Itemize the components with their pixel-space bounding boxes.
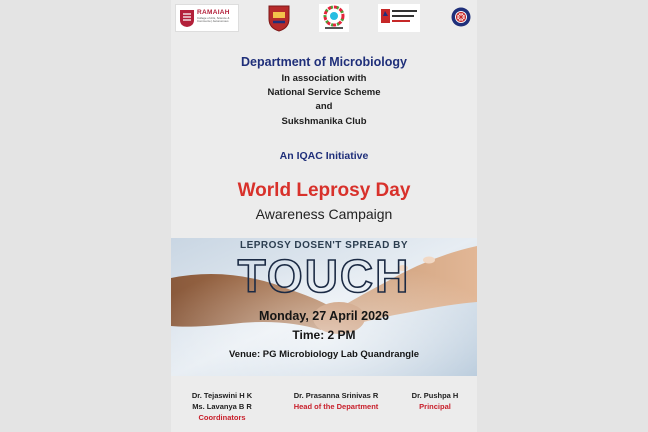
coordinator-role: Coordinators: [198, 413, 246, 422]
event-subtitle: Awareness Campaign: [255, 206, 393, 222]
event-venue: Venue: PG Microbiology Lab Quandrangle: [228, 349, 420, 360]
event-poster: [171, 0, 477, 432]
college-crest-icon: [267, 4, 291, 32]
ramaiah-shield-icon: [179, 9, 195, 28]
sdg-wheel-icon: [319, 4, 349, 32]
ramaiah-logo: [175, 4, 239, 32]
department-title: Department of Microbiology: [241, 55, 407, 69]
touch-tagline: LEPROSY DOSEN'T SPREAD BY: [239, 240, 409, 251]
iqac-initiative: An IQAC Initiative: [279, 150, 369, 162]
hod-role: Head of the Department: [293, 402, 379, 411]
association-text: In association with: [281, 73, 367, 84]
touch-headline: TOUCH: [237, 250, 411, 302]
ramaiah-logo-subtitle: College of Arts, Science & Commerce | Autonomous: [197, 16, 230, 24]
principal-name: Dr. Pushpa H: [411, 391, 459, 400]
principal-role: Principal: [419, 402, 451, 411]
coordinators-signature: [177, 390, 267, 423]
hod-signature: [281, 390, 391, 412]
nss-name: National Service Scheme: [267, 87, 381, 98]
coordinator-name: Ms. Lavanya B R: [192, 402, 252, 411]
coordinator-name: Dr. Tejaswini H K: [191, 391, 253, 400]
and-text: and: [315, 101, 333, 112]
nss-logo-icon: [378, 4, 420, 32]
club-name: Sukshmanika Club: [281, 116, 367, 127]
event-date: Monday, 27 April 2026: [259, 309, 389, 323]
event-title: World Leprosy Day: [237, 180, 411, 201]
ramaiah-logo-name: RAMAIAH: [197, 9, 230, 16]
event-time: Time: 2 PM: [292, 328, 356, 342]
hod-name: Dr. Prasanna Srinivas R: [293, 391, 379, 400]
nss-wheel-emblem-icon: [451, 5, 471, 29]
principal-signature: [399, 390, 471, 412]
